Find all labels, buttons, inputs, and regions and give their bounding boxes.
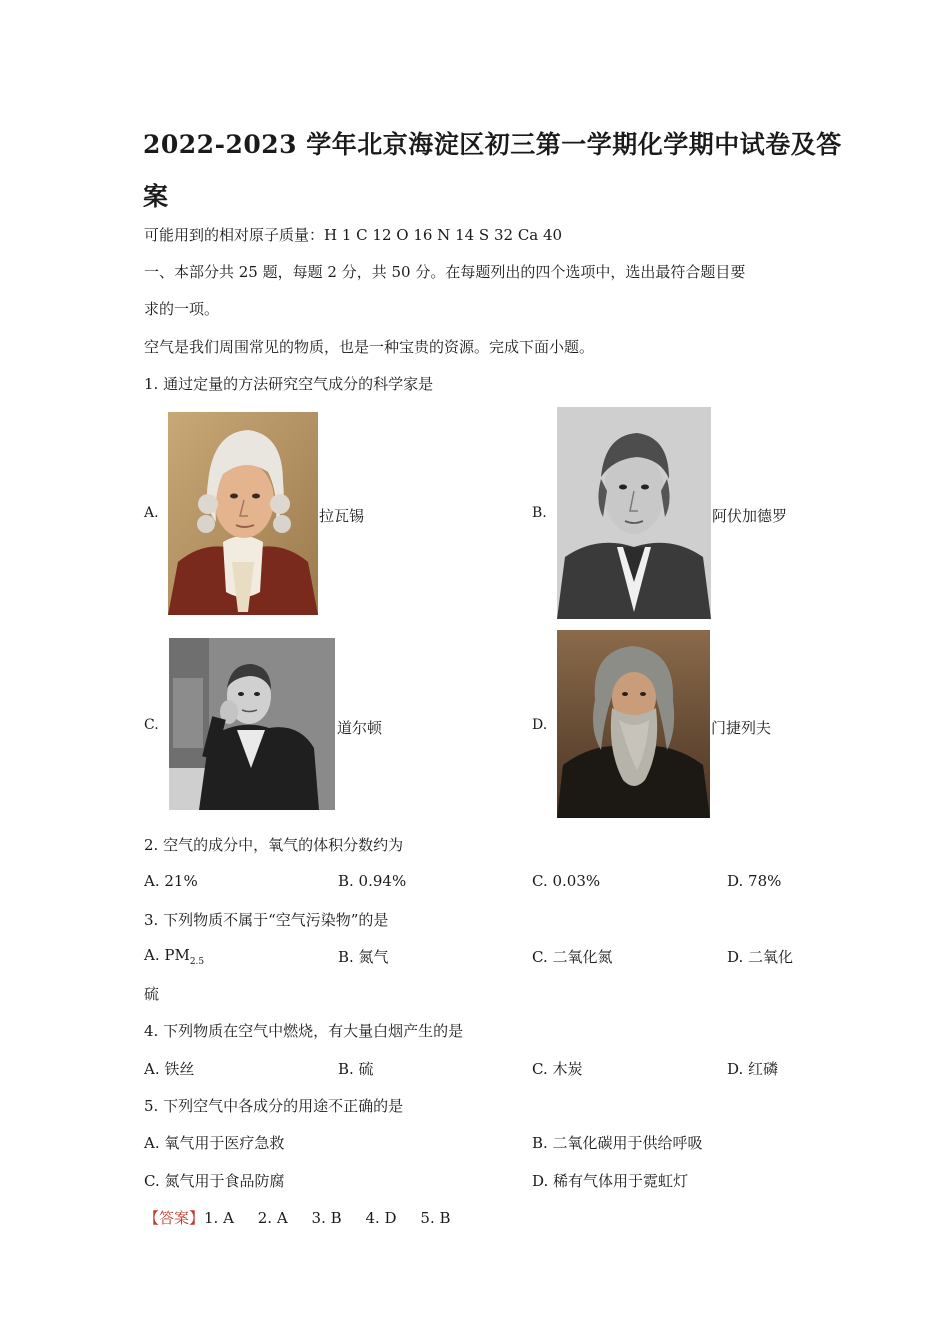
question-3-stem: 3. 下列物质不属于“空气污染物”的是 (144, 911, 389, 929)
q3-option-a-text: A. PM (144, 946, 190, 964)
q1-option-a-letter: A. (144, 505, 159, 521)
q5-option-c: C. 氮气用于食品防腐 (144, 1172, 285, 1190)
q3-option-b: B. 氮气 (338, 948, 389, 966)
q4-option-d: D. 红磷 (727, 1060, 779, 1078)
mendeleev-portrait (557, 630, 710, 818)
dalton-portrait (169, 638, 335, 810)
document-title-line2: 案 (143, 182, 169, 211)
q1-option-b-name: 阿伏加德罗 (712, 507, 788, 525)
q4-option-a: A. 铁丝 (144, 1060, 195, 1078)
q2-option-c: C. 0.03% (532, 872, 601, 890)
atomic-masses-note: 可能用到的相对原子质量：H 1 C 12 O 16 N 14 S 32 Ca 40 (144, 226, 563, 244)
question-1-stem: 1. 通过定量的方法研究空气成分的科学家是 (144, 375, 434, 393)
q2-option-a: A. 21% (144, 872, 198, 890)
q1-option-a-name: 拉瓦锡 (319, 507, 365, 525)
section-instructions-line2: 求的一项。 (144, 300, 220, 318)
q3-option-d: D. 二氧化 (727, 948, 794, 966)
question-5-stem: 5. 下列空气中各成分的用途不正确的是 (144, 1097, 404, 1115)
question-2-stem: 2. 空气的成分中，氧气的体积分数约为 (144, 836, 404, 854)
lavoisier-portrait (168, 412, 318, 615)
question-4-stem: 4. 下列物质在空气中燃烧，有大量白烟产生的是 (144, 1022, 464, 1040)
q1-option-c-name: 道尔顿 (337, 719, 383, 737)
q3-option-c: C. 二氧化氮 (532, 948, 613, 966)
q5-option-d: D. 稀有气体用于霓虹灯 (532, 1172, 689, 1190)
answer-line (144, 1207, 451, 1228)
q1-option-d-name: 门捷列夫 (711, 719, 772, 737)
q2-option-d: D. 78% (727, 872, 782, 890)
passage-intro: 空气是我们周围常见的物质，也是一种宝贵的资源。完成下面小题。 (144, 338, 595, 356)
q2-option-b: B. 0.94% (338, 872, 407, 890)
document-title-line1: 2022-2023 学年北京海淀区初三第一学期化学期中试卷及答 (143, 130, 842, 159)
q4-option-c: C. 木炭 (532, 1060, 583, 1078)
q1-option-b-letter: B. (532, 505, 547, 521)
q3-option-a (144, 946, 204, 967)
q1-option-c-letter: C. (144, 717, 159, 733)
q5-option-b: B. 二氧化碳用于供给呼吸 (532, 1134, 703, 1152)
avogadro-portrait (557, 407, 711, 619)
answer-tag: 【答案】 (144, 1209, 205, 1227)
q4-option-b: B. 硫 (338, 1060, 374, 1078)
q5-option-a: A. 氧气用于医疗急救 (144, 1134, 285, 1152)
answer-text: 1. A 2. A 3. B 4. D 5. B (204, 1209, 451, 1227)
q1-option-d-letter: D. (532, 717, 548, 733)
q3-option-a-subscript: 2.5 (189, 957, 205, 967)
q3-option-d-wrap: 硫 (144, 985, 160, 1003)
section-instructions-line1: 一、本部分共 25 题，每题 2 分，共 50 分。在每题列出的四个选项中，选出最符合题目要 (144, 263, 746, 281)
